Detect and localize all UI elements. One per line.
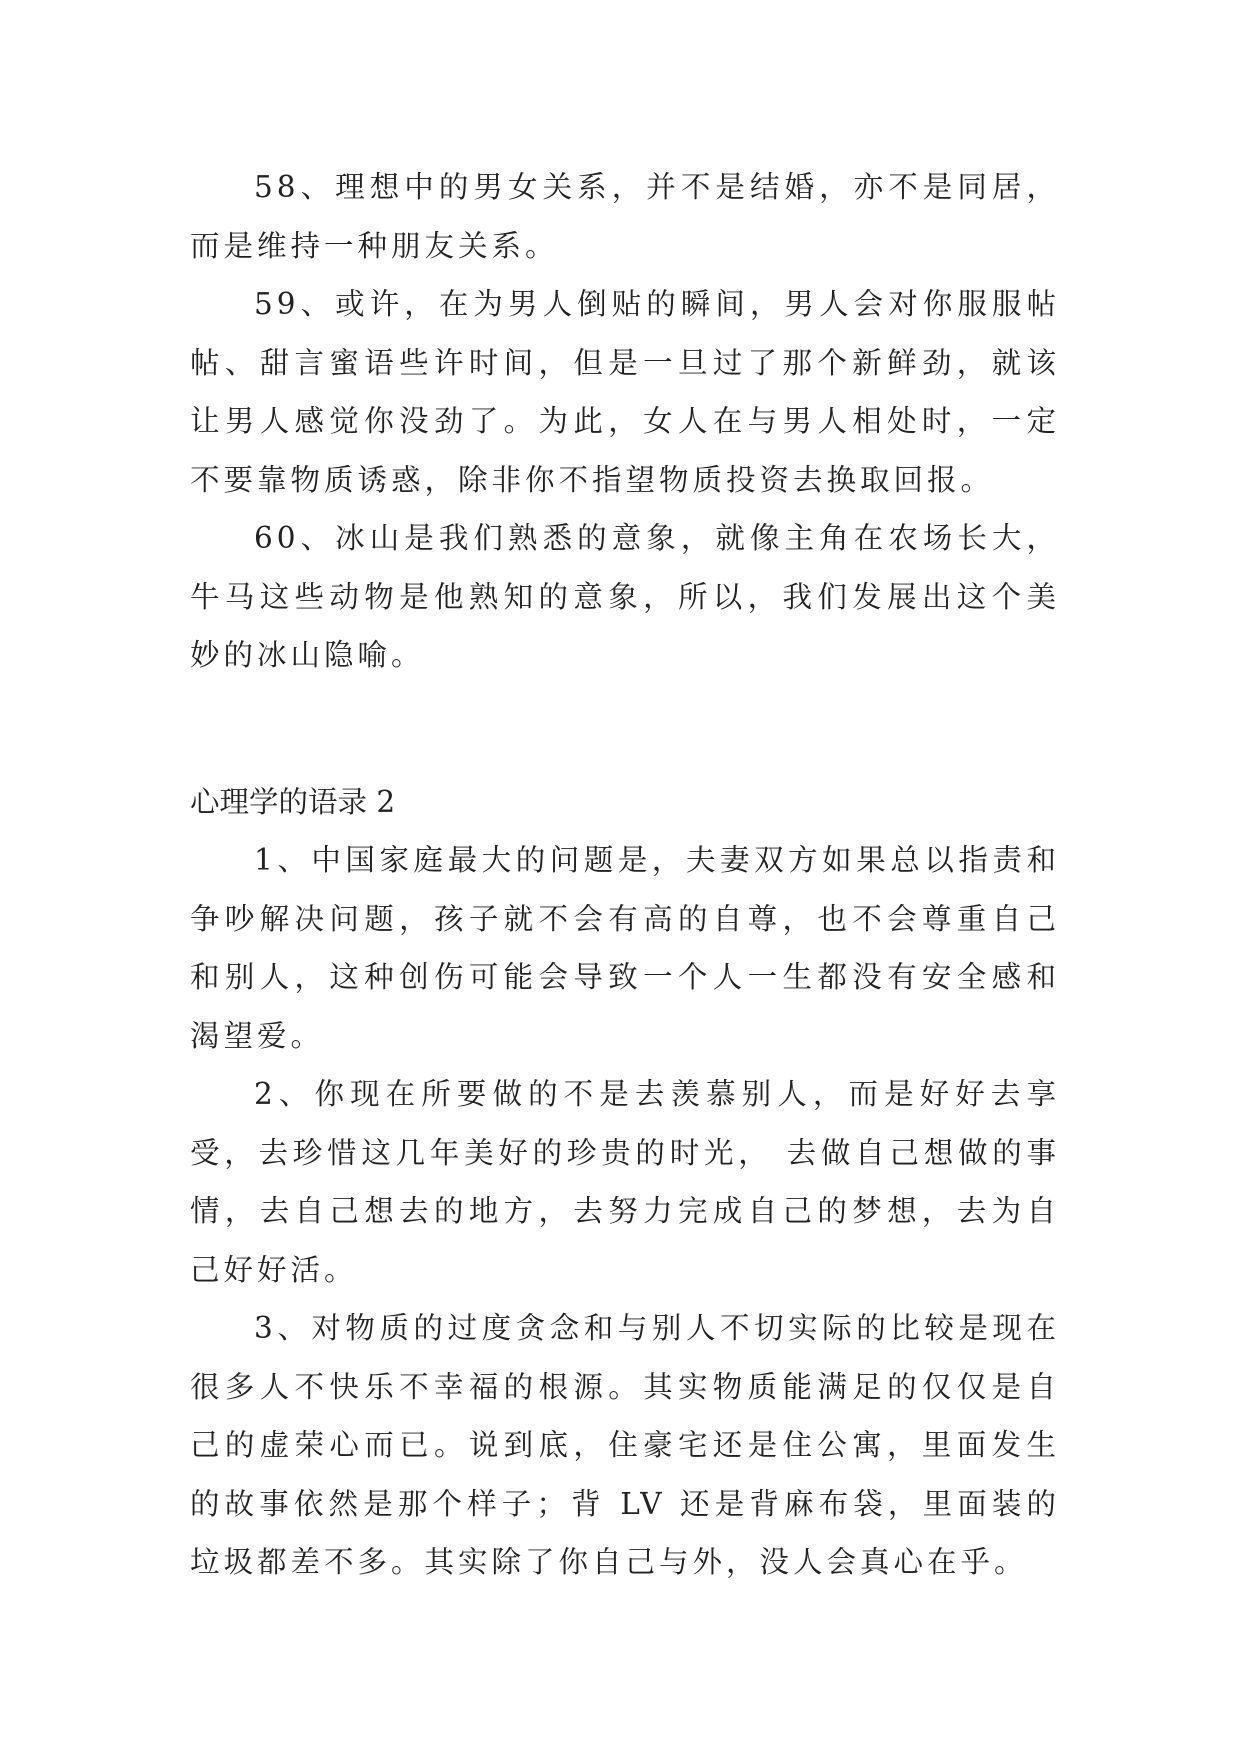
document-body: [190, 158, 1060, 1592]
section-spacer: [190, 685, 1060, 773]
paragraph-1: 1、中国家庭最大的问题是，夫妻双方如果总以指责和争吵解决问题，孩子就不会有高的自尊，也不会尊重自己和别人，这种创伤可能会导致一个人一生都没有安全感和渴望爱。: [190, 843, 1060, 1053]
paragraph-59: 59、或许，在为男人倒贴的瞬间，男人会对你服服帖帖、甜言蜜语些许时间，但是一旦过了那个新鲜劲，就该让男人感觉你没劲了。为此，女人在与男人相处时，一定不要靠物质诱惑，除非你不指望物质投资去换取回报。: [190, 287, 1060, 497]
paragraph-60: 60、冰山是我们熟悉的意象，就像主角在农场长大，牛马这些动物是他熟知的意象，所以，我们发展出这个美妙的冰山隐喻。: [190, 521, 1060, 672]
paragraph-2: 2、你现在所要做的不是去羡慕别人，而是好好去享受，去珍惜这几年美好的珍贵的时光， 去做自己想做的事情，去自己想去的地方，去努力完成自己的梦想，去为自己好好活。: [190, 1077, 1060, 1287]
paragraph-3: 3、对物质的过度贪念和与别人不切实际的比较是现在很多人不快乐不幸福的根源。其实物质能满足的仅仅是自己的虚荣心而已。说到底，住豪宅还是住公寓，里面发生的故事依然是那个样子；背 LV 还是背麻布袋，里面装的垃圾都差不多。其实除了你自己与外，没人会真心在乎。: [190, 1311, 1060, 1579]
paragraph-58: 58、理想中的男女关系，并不是结婚，亦不是同居，而是维持一种朋友关系。: [190, 170, 1060, 263]
section-heading: 心理学的语录 2: [190, 784, 396, 819]
